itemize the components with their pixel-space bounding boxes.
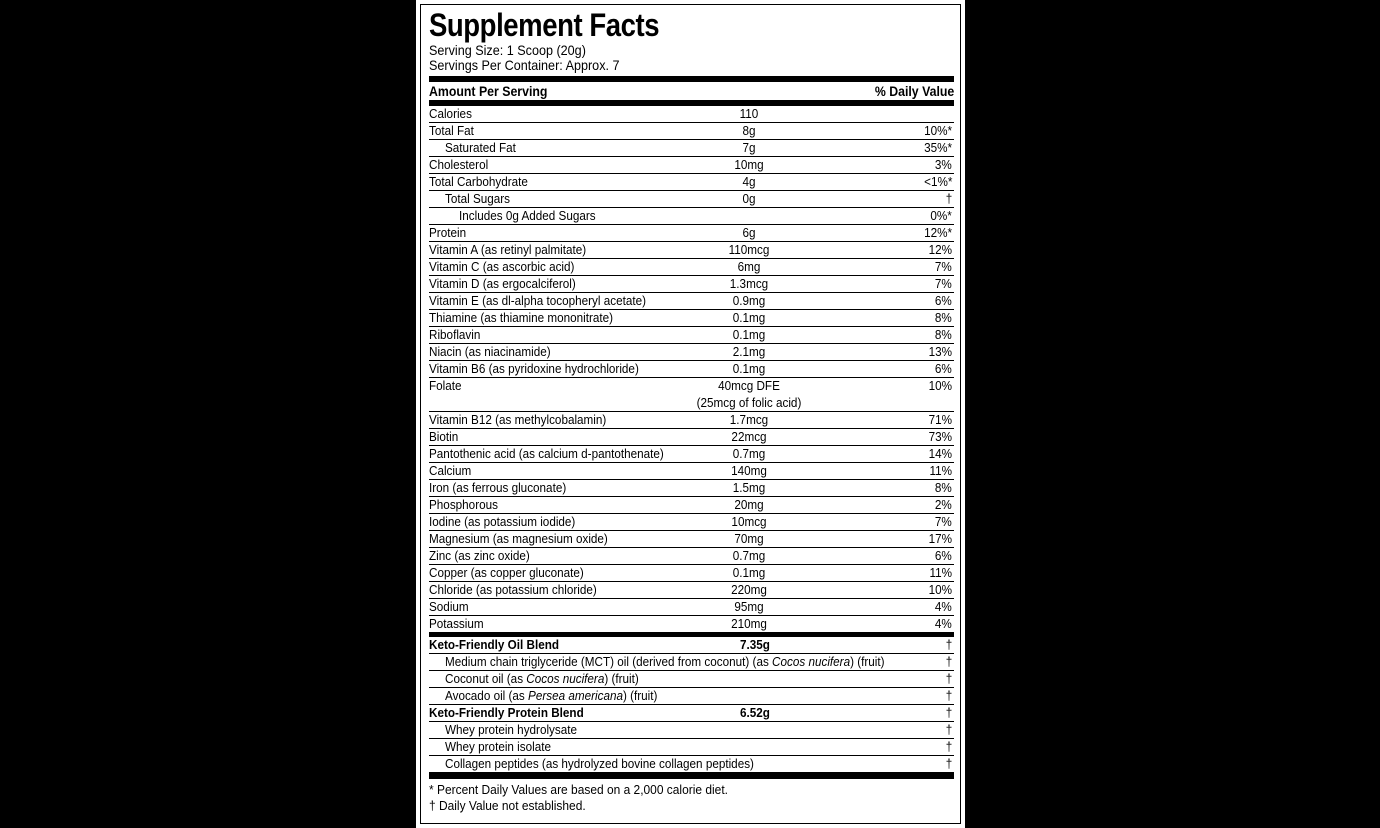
nutrient-row [429, 191, 954, 208]
nutrient-amount: 10mcg [731, 514, 767, 529]
nutrient-name: Iron (as ferrous gluconate) [429, 480, 567, 495]
blend-ingredient-row [429, 722, 954, 739]
ingredient-text: Collagen peptides (as hydrolyzed bovine collagen peptides) [445, 756, 754, 771]
nutrient-name: Vitamin B6 (as pyridoxine hydrochloride) [429, 361, 639, 376]
nutrient-amount: 0.7mg [732, 548, 766, 563]
nutrient-row [429, 140, 954, 157]
nutrient-daily-value: 3% [935, 157, 952, 172]
nutrient-amount: 6mg [737, 259, 761, 274]
nutrient-amount: 140mg [731, 463, 767, 478]
nutrient-name: Phosphorous [429, 497, 498, 512]
nutrient-amount: 40mcg DFE [718, 378, 780, 393]
protein-blend-name: Keto-Friendly Protein Blend [429, 705, 584, 720]
nutrient-name: Vitamin C (as ascorbic acid) [429, 259, 575, 274]
nutrient-daily-value: 7% [935, 276, 952, 291]
nutrient-row [429, 548, 954, 565]
nutrient-row [429, 412, 954, 429]
nutrient-row [429, 208, 954, 225]
nutrient-daily-value: 8% [935, 327, 952, 342]
blend-ingredient-dv: † [945, 654, 952, 669]
nutrient-daily-value: 13% [928, 344, 952, 359]
nutrient-name: Cholesterol [429, 157, 489, 172]
nutrient-daily-value: 73% [928, 429, 952, 444]
nutrient-name: Copper (as copper gluconate) [429, 565, 584, 580]
blend-ingredient-dv: † [945, 722, 952, 737]
nutrient-amount: 1.5mg [732, 480, 766, 495]
nutrient-name: Protein [429, 225, 467, 240]
nutrient-amount-line2: (25mcg of folic acid) [696, 395, 802, 410]
nutrient-row [429, 429, 954, 446]
ingredient-latin-name: Cocos nucifera [526, 671, 605, 686]
nutrient-daily-value: 71% [928, 412, 952, 427]
nutrient-daily-value: 11% [929, 463, 952, 478]
nutrient-amount: 95mg [734, 599, 764, 614]
nutrient-daily-value: 10%* [924, 123, 952, 138]
nutrient-daily-value: 6% [935, 548, 952, 563]
label-content [429, 5, 954, 814]
nutrient-daily-value: 8% [935, 480, 952, 495]
nutrient-name: Vitamin D (as ergocalciferol) [429, 276, 576, 291]
nutrient-amount: 1.7mcg [729, 412, 769, 427]
nutrient-amount: 2.1mg [732, 344, 766, 359]
nutrient-amount: 10mg [734, 157, 764, 172]
nutrient-amount: 210mg [731, 616, 767, 631]
nutrient-amount: 7g [742, 140, 756, 155]
nutrient-amount: 6g [742, 225, 756, 240]
nutrient-amount: 22mcg [731, 429, 767, 444]
blend-ingredient-row [429, 688, 954, 705]
ingredient-text: Medium chain triglyceride (MCT) oil (derived from coconut) (as [445, 654, 773, 669]
blend-ingredient-name [445, 654, 885, 670]
blend-ingredient-name [445, 688, 657, 704]
nutrient-amount: 70mg [734, 531, 764, 546]
oil-blend-amount: 7.35g [740, 637, 770, 652]
nutrient-amount: 0.9mg [732, 293, 766, 308]
blend-ingredient-name [445, 756, 754, 772]
ingredient-latin-name: Persea americana [528, 688, 623, 703]
blend-ingredient-name [445, 739, 551, 755]
nutrient-name: Potassium [429, 616, 484, 631]
nutrient-amount: 110mcg [728, 242, 770, 257]
header-amount-per-serving: Amount Per Serving [429, 83, 548, 99]
nutrient-amount: 8g [742, 123, 756, 138]
blend-ingredient-name [445, 722, 577, 738]
protein-blend-items [429, 722, 954, 772]
nutrient-name: Total Sugars [445, 191, 511, 206]
nutrient-daily-value: 4% [935, 599, 952, 614]
nutrient-row [429, 242, 954, 259]
oil-blend-name: Keto-Friendly Oil Blend [429, 637, 560, 652]
nutrient-row [429, 497, 954, 514]
nutrient-daily-value: <1%* [923, 174, 952, 189]
nutrient-row [429, 446, 954, 463]
nutrient-row [429, 174, 954, 191]
nutrient-amount: 1.3mcg [729, 276, 769, 291]
nutrient-daily-value: 0%* [930, 208, 952, 223]
nutrient-name: Chloride (as potassium chloride) [429, 582, 597, 597]
nutrient-daily-value: 10% [928, 378, 952, 393]
nutrient-name: Calcium [429, 463, 472, 478]
footnote-percent: * Percent Daily Values are based on a 2,000 calorie diet. [429, 782, 728, 797]
nutrient-daily-value: 7% [935, 514, 952, 529]
divider-bottom-thick [429, 772, 954, 779]
ingredient-text-suffix: ) (fruit) [622, 688, 658, 703]
nutrient-name: Sodium [429, 599, 469, 614]
nutrient-row [429, 616, 954, 632]
nutrient-daily-value: 12% [928, 242, 952, 257]
blend-ingredient-dv: † [945, 756, 952, 771]
blend-ingredient-row [429, 756, 954, 772]
blend-ingredient-dv: † [945, 739, 952, 754]
nutrient-row [429, 106, 954, 123]
label-title: Supplement Facts [429, 7, 660, 43]
blend-ingredient-dv: † [945, 688, 952, 703]
nutrient-row [429, 582, 954, 599]
nutrient-name: Vitamin A (as retinyl palmitate) [429, 242, 587, 257]
nutrient-row [429, 599, 954, 616]
nutrient-daily-value: 14% [928, 446, 952, 461]
ingredient-latin-name: Cocos nucifera [772, 654, 851, 669]
header-daily-value: % Daily Value [874, 83, 954, 99]
footnote-dagger: † Daily Value not established. [429, 798, 586, 813]
nutrient-daily-value: † [945, 191, 952, 206]
ingredient-text: Coconut oil (as [445, 671, 527, 686]
nutrient-daily-value: 7% [935, 259, 952, 274]
nutrient-name: Riboflavin [429, 327, 481, 342]
nutrient-daily-value: 6% [935, 293, 952, 308]
nutrient-daily-value: 10% [928, 582, 952, 597]
ingredient-text-suffix: ) (fruit) [604, 671, 639, 686]
nutrient-amount: 20mg [734, 497, 764, 512]
nutrient-name: Niacin (as niacinamide) [429, 344, 551, 359]
nutrient-row [429, 531, 954, 548]
blend-ingredient-row [429, 654, 954, 671]
nutrient-name: Total Carbohydrate [429, 174, 528, 189]
nutrient-row [429, 480, 954, 497]
nutrient-row [429, 514, 954, 531]
oil-blend-items [429, 654, 954, 705]
nutrient-name: Pantothenic acid (as calcium d-pantothenate) [429, 446, 664, 461]
nutrient-row [429, 463, 954, 480]
nutrient-row [429, 276, 954, 293]
nutrient-amount: 4g [742, 174, 756, 189]
nutrient-name: Zinc (as zinc oxide) [429, 548, 530, 563]
nutrient-row [429, 378, 954, 412]
servings-per-container: Servings Per Container: Approx. 7 [429, 57, 620, 73]
nutrient-name: Total Fat [429, 123, 474, 138]
oil-blend-row [429, 637, 954, 654]
nutrient-row [429, 123, 954, 140]
nutrient-daily-value: 12%* [924, 225, 952, 240]
nutrient-daily-value: 35%* [924, 140, 952, 155]
nutrient-amount: 0g [742, 191, 756, 206]
nutrient-name: Includes 0g Added Sugars [459, 208, 596, 223]
ingredient-text-suffix: ) (fruit) [850, 654, 885, 669]
supplement-facts-label [420, 4, 961, 824]
protein-blend-amount: 6.52g [740, 705, 770, 720]
nutrient-row [429, 157, 954, 174]
serving-size: Serving Size: 1 Scoop (20g) [429, 42, 586, 58]
blend-ingredient-name [445, 671, 639, 687]
nutrient-row [429, 344, 954, 361]
nutrient-daily-value: 8% [935, 310, 952, 325]
nutrient-name: Vitamin E (as dl-alpha tocopheryl acetate) [429, 293, 646, 308]
nutrient-daily-value: 11% [929, 565, 952, 580]
nutrient-amount: 0.1mg [732, 565, 766, 580]
nutrient-row [429, 310, 954, 327]
nutrient-name: Iodine (as potassium iodide) [429, 514, 576, 529]
nutrient-name: Vitamin B12 (as methylcobalamin) [429, 412, 607, 427]
protein-blend-row [429, 705, 954, 722]
blend-ingredient-dv: † [945, 671, 952, 686]
protein-blend-dv: † [945, 705, 952, 720]
nutrient-row [429, 361, 954, 378]
blend-ingredient-row [429, 739, 954, 756]
nutrient-row [429, 565, 954, 582]
nutrient-rows [429, 106, 954, 632]
nutrient-amount: 0.1mg [732, 327, 766, 342]
nutrient-name: Thiamine (as thiamine mononitrate) [429, 310, 614, 325]
nutrient-name: Folate [429, 378, 462, 393]
nutrient-amount: 0.1mg [732, 361, 766, 376]
nutrient-name: Biotin [429, 429, 459, 444]
nutrient-name: Saturated Fat [445, 140, 516, 155]
nutrient-row [429, 225, 954, 242]
ingredient-text: Whey protein hydrolysate [445, 722, 578, 737]
nutrient-amount: 0.1mg [732, 310, 766, 325]
oil-blend-dv: † [945, 637, 952, 652]
nutrient-amount: 220mg [731, 582, 767, 597]
nutrient-daily-value: 4% [935, 616, 952, 631]
column-header [429, 82, 954, 101]
blend-ingredient-row [429, 671, 954, 688]
nutrient-name: Magnesium (as magnesium oxide) [429, 531, 608, 546]
nutrient-daily-value: 6% [935, 361, 952, 376]
nutrient-daily-value: 2% [935, 497, 952, 512]
nutrient-row [429, 259, 954, 276]
nutrient-daily-value: 17% [928, 531, 952, 546]
ingredient-text: Avocado oil (as [445, 688, 529, 703]
nutrient-name: Calories [429, 106, 472, 121]
nutrient-row [429, 327, 954, 344]
nutrient-row [429, 293, 954, 310]
nutrient-amount: 110 [739, 106, 759, 121]
ingredient-text: Whey protein isolate [445, 739, 552, 754]
nutrient-amount: 0.7mg [732, 446, 766, 461]
